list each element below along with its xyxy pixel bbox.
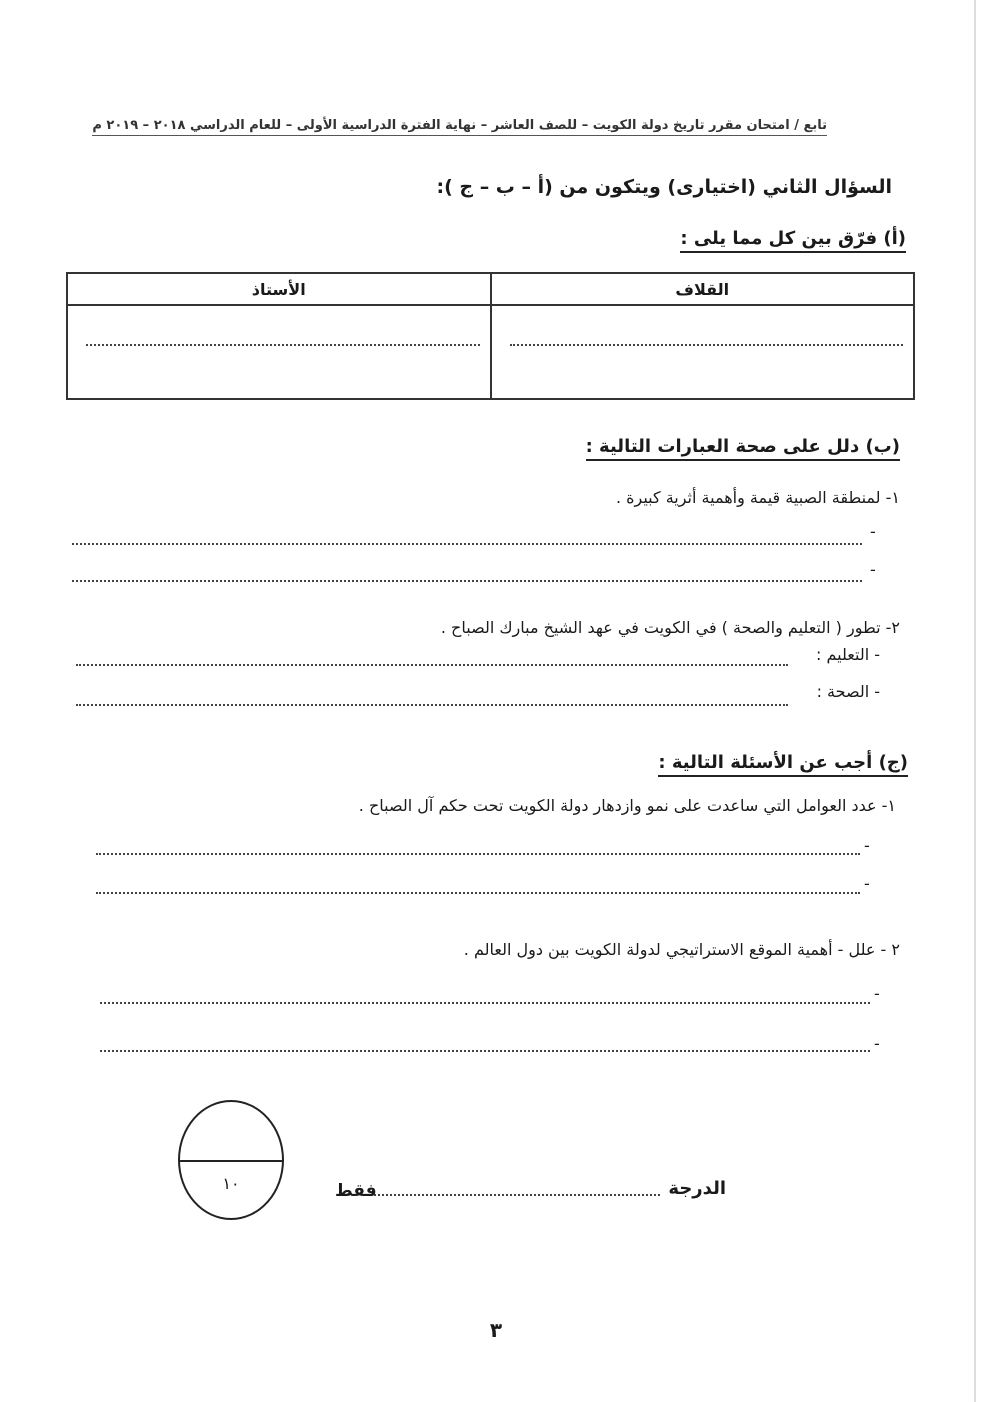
subitem-health: - الصحة : xyxy=(816,682,880,701)
answer-line[interactable] xyxy=(96,892,860,894)
answer-line[interactable] xyxy=(100,1050,870,1052)
section-c-item-2: ٢ - علل - أهمية الموقع الاستراتيجي لدولة الكويت بين دول العالم . xyxy=(463,940,900,959)
grade-divider xyxy=(180,1160,282,1162)
column-header-teacher: الأستاذ xyxy=(67,273,491,305)
grade-circle xyxy=(178,1100,284,1220)
answer-line[interactable] xyxy=(76,704,788,706)
answer-dash: - xyxy=(870,560,876,579)
exam-header: تابع / امتحان مقرر تاريخ دولة الكويت – للصف العاشر – نهاية الفترة الدراسية الأولى – للعام الدراسي ٢٠١٨ – ٢٠١٩ م xyxy=(92,118,827,136)
answer-line[interactable] xyxy=(72,580,862,582)
answer-line[interactable] xyxy=(72,543,862,545)
answer-cell-teacher[interactable] xyxy=(67,305,491,399)
subitem-education: - التعليم : xyxy=(816,645,880,664)
section-b-item-2: ٢- تطور ( التعليم والصحة ) في الكويت في عهد الشيخ مبارك الصباح . xyxy=(440,618,900,637)
answer-line xyxy=(510,344,904,346)
answer-line[interactable] xyxy=(100,1002,870,1004)
page-edge-shadow xyxy=(974,0,976,1402)
page-number: ٣ xyxy=(489,1318,503,1342)
grade-suffix: فقط xyxy=(335,1181,377,1201)
answer-dash: - xyxy=(864,836,870,855)
column-header-qallaf: القلاف xyxy=(491,273,915,305)
answer-dash: - xyxy=(874,1034,880,1053)
grade-label: الدرجة xyxy=(668,1178,726,1199)
grade-max: ١٠ xyxy=(222,1174,240,1193)
answer-dash: - xyxy=(874,984,880,1003)
answer-line xyxy=(86,344,480,346)
answer-dash: - xyxy=(870,522,876,541)
answer-cell-qallaf[interactable] xyxy=(491,305,915,399)
answer-line[interactable] xyxy=(76,664,788,666)
question-2-title: السؤال الثاني (اختيارى) ويتكون من (أ – ب – ج ): xyxy=(436,176,892,198)
comparison-table xyxy=(66,272,915,400)
grade-input-line[interactable] xyxy=(370,1194,660,1196)
answer-dash: - xyxy=(864,874,870,893)
section-b-item-1: ١- لمنطقة الصبية قيمة وأهمية أثرية كبيرة . xyxy=(615,488,900,507)
answer-line[interactable] xyxy=(96,853,860,855)
section-c-title: (ج) أجب عن الأسئلة التالية : xyxy=(658,752,908,777)
section-c-item-1: ١- عدد العوامل التي ساعدت على نمو وازدهار دولة الكويت تحت حكم آل الصباح . xyxy=(358,796,896,815)
section-a-title: (أ) فرّق بين كل مما يلى : xyxy=(680,228,906,253)
section-b-title: (ب) دلل على صحة العبارات التالية : xyxy=(586,436,900,461)
